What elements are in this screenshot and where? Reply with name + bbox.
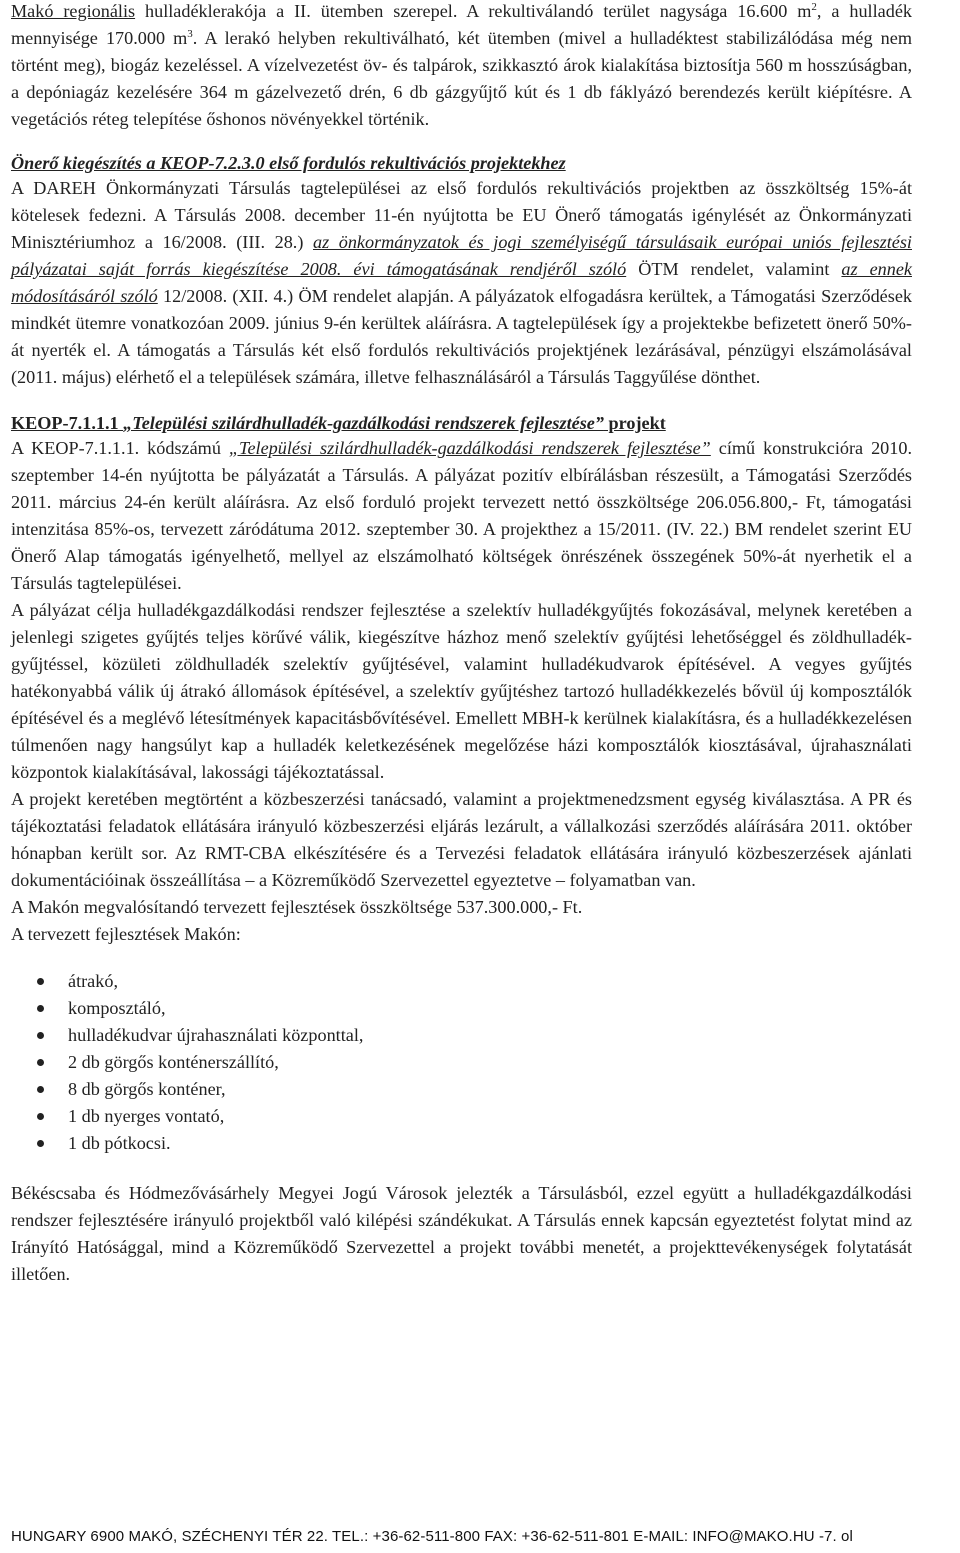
keop-paragraph-3: A projekt keretében megtörtént a közbeszerzési tanácsadó, valamint a projektmenedzsment egység kiválasztása. A PR és tájékoztatási feladatok ellátására irányuló közbeszerzési eljárás lezárult, a vállalkozási szerződés aláírására 2011. október hónapban került sor. Az RMT-CBA elkészítésére és a Tervezési feladatok ellátására irányuló közbeszerzések ajánlati dokumentációinak összeállítása – a Közreműködő Szervezettel egyeztetve – folyamatban van. [11, 789, 912, 890]
list-item: 8 db görgős konténer, [68, 1076, 912, 1103]
page-footer: HUNGARY 6900 MAKÓ, SZÉCHENYI TÉR 22. TEL.: +36-62-511-800 FAX: +36-62-511-801 E-MAIL: INFO@MAKO.HU -7. ol [11, 1528, 853, 1545]
list-item: hulladékudvar újrahasználati központtal, [68, 1022, 912, 1049]
intro-paragraph: Makó regionális hulladéklerakója a II. ütemben szerepel. A rekultiválandó terület nagysága 16.600 $m^2$, a hulladék mennyisége 170.000 $m^3$. A lerakó helyben rekultiválható, két ütemben (mivel a hulladéktest stabilizálódása még nem történt meg), biogáz kezeléssel. A vízelvezetést öv- és talpárok, szikkasztó árok kialakítása biztosítja 560 m hosszúságban, a depóniagáz kezelésére 364 m gázelvezető drén, 6 db gázgyűjtő kút és 1 db fáklyázó berendezés került kiépítésre. A vegetációs réteg telepítése őshonos növényekkel történik. [11, 0, 912, 129]
keop-paragraph-6: Békéscsaba és Hódmezővásárhely Megyei Jogú Városok jelezték a Társulásból, ezzel együtt a hulladékgazdálkodási rendszer fejlesztésére irányuló projektből való kilépési szándékukat. A Társulás ennek kapcsán egyeztetést folytat mind az Irányító Hatósággal, mind a Közreműködő Szervezettel a projekt további menetét, a projekttevékenységek folytatását illetően. [11, 1183, 912, 1284]
section-heading-oneroe: Önerő kiegészítés a KEOP-7.2.3.0 első fordulós rekultivációs projektekhez [11, 153, 566, 173]
list-item: 1 db pótkocsi. [68, 1130, 912, 1157]
list-item: 1 db nyerges vontató, [68, 1103, 912, 1130]
document-page [11, 0, 912, 1288]
list-item: 2 db görgős konténerszállító, [68, 1049, 912, 1076]
list-item: átrakó, [68, 968, 912, 995]
section-paragraph-oneroe: A DAREH Önkormányzati Társulás tagtelepülései az első fordulós rekultivációs projektben az összköltség 15%-át kötelesek fedezni. A Társulás 2008. december 11-én nyújtotta be EU Önerő támogatás igénylését az Önkormányzati Minisztériumhoz a 16/2008. (III. 28.) az önkormányzatok és jogi személyiségű társulásaik európai uniós fejlesztési pályázatai saját forrás kiegészítése 2008. évi támogatásának rendjéről szóló ÖTM rendelet, valamint az ennek módosításáról szóló 12/2008. (XII. 4.) ÖM rendelet alapján. A pályázatok elfogadásra kerültek, a Támogatási Szerződések mindkét ütemre vonatkozóan 2009. június 9-én kerültek aláírásra. A tagtelepülések így a projektekbe befizetett önerő 50%-át nyerték el. A támogatás a Társulás két első fordulós rekultivációs projektjének lezárásával, pénzügyi elszámolásával (2011. május) elérhető el a települések számára, illetve felhasználásáról a Társulás Taggyűlése dönthet. [11, 178, 912, 387]
planned-developments-list [11, 968, 912, 1157]
intro-section [11, 0, 912, 133]
list-item: komposztáló, [68, 995, 912, 1022]
keop-paragraph-4: A Makón megvalósítandó tervezett fejlesztések összköltsége 537.300.000,- Ft. [11, 897, 583, 917]
keop-paragraph-2: A pályázat célja hulladékgazdálkodási rendszer fejlesztése a szelektív hulladékgyűjtés fokozásával, melynek keretében a jelenlegi szigetes gyűjtés teljes körűvé válik, kiegészítve házhoz menő szelektív gyűjtési lehetőséggel és zöldhulladék-gyűjtéssel, közületi zöldhulladék szelektív gyűjtésével, valamint hulladékudvarok építésével. A vegyes gyűjtés hatékonyabbá válik új átrakó állomások építésével, a szelektív gyűjtéshez tartozó hulladékkezelés bővül új komposztálók építésével és a meglévő létesítmények kapacitásbővítésével. Emellett MBH-k kerülnek kialakításra, és a hulladékkezelésen túlmenően nagy hangsúlyt kap a hulladék keletkezésének megelőzése házi komposztálók kiosztásával, újrahasználati központok kialakításával, lakossági tájékoztatással. [11, 600, 912, 782]
section-heading-keop: KEOP-7.1.1.1 „Települési szilárdhulladék-gazdálkodási rendszerek fejlesztése” projekt [11, 413, 666, 433]
keop-paragraph-1: A KEOP-7.1.1.1. kódszámú „Települési szilárdhulladék-gazdálkodási rendszerek fejlesztése” című konstrukcióra 2010. szeptember 14-én nyújtotta be pályázatát a Társulás. A pályázat pozitív elbírálásban részesült, a Támogatási Szerződés 2011. március 24-én került aláírásra. Az első forduló projekt tervezett nettó összköltsége 206.056.800,- Ft, támogatási intenzitása 85%-os, tervezett záródátuma 2012. szeptember 30. A projekthez a 15/2011. (IV. 22.) BM rendelet szerint EU Önerő Alap támogatás igényelhető, mellyel az elszámolható költségek önrészének összegének 50%-át nyerhetik el a Társulás tagtelepülései. [11, 438, 913, 593]
keop-paragraph-5: A tervezett fejlesztések Makón: [11, 924, 241, 944]
link-mako-regional[interactable]: Makó regionális [11, 1, 136, 21]
